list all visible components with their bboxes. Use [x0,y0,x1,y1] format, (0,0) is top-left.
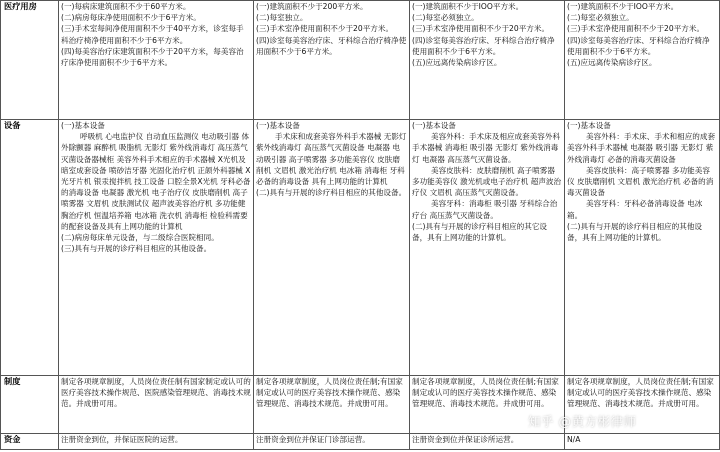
cell-line: 注册资金到位，并保证医院的运营。 [61,435,183,444]
cell-line: 制定各项规章制度，人员岗位责任制;有国家制定或认可的医疗美容技术操作规范、感染管理规范、消毒技术规范。并成册可用。 [412,377,559,409]
cell-line: 手术床和成套美容外科手术器械 无影灯 紫外线消毒灯 高压蒸气灭菌设备 电凝器 电动吸引器 高子喷雾器 多功能美容仪 皮肤磨削机 文眉机 激光治疗机 电冰箱 消毒柜 牙科必备的消毒设备 具有上网功能的计算机 [256,132,407,187]
cell-line: (二)具有与开展的诊疗科目相应的其他设备。 [256,188,407,198]
cell-line: (四)诊室每美容治疗床、牙科综合治疗椅净使用面积不少于6平方米。 [567,35,710,56]
cell-line: (三)具有与开展的诊疗科目相应的其他设备。 [61,244,212,254]
hospital-cell [59,376,254,434]
row-header: 设备 [1,120,59,376]
cell-line: (一)建筑面积不少于IOO平方米。 [412,2,524,11]
clinic-cell [410,1,565,120]
hospital-cell [59,120,254,376]
cell-line: 美容皮肤科：高子喷雾器 多功能美容仪 皮肤磨削机 文眉机 激光治疗机 必备的消毒灭菌设备 [567,165,714,198]
hospital-cell [59,1,254,120]
row-header: 医疗用房 [1,1,59,120]
row-medical-rooms [1,1,720,120]
cell-line: 美容外科：手术床、手术和相应的成套美容外科手术器械 电凝器 吸引器 无影灯 紫外线消毒灯 必备的消毒灭菌设备 [567,132,716,164]
cell-line: 美容牙科：消毒柜 吸引器 牙科综合治疗台 高压蒸气灭菌设备。 [412,199,558,220]
clinic-cell-4 [565,1,720,120]
cell-line: (三)手术室净使用面积不少于20平方米。 [412,24,550,34]
cell-line: 制定各项规章制度，人员岗位责任制有国家制定或认可的医疗美容技术操作规范、医院感染管理规范、消毒技术规范。并成册可用。 [61,377,251,409]
cell-line: 呼吸机 心电监护仪 自动血压监测仪 电动吸引器 体外除颤器 麻醉机 吸脂机 无影灯 紫外线消毒灯 高压蒸气灭菌设备器械柜 美容外科手术相应的手术器械 X光机及暗室成套设备 喷砂洁牙器 光固化治疗机 正颌外科器械 X光牙片机 银汞搅拌机 技工设备 口腔全景X光机 牙科必备的消毒设备 电凝器 激光机 电子治疗仪 皮肤磨削机 高子喷雾器 文眉机 皮肤测试仪 超声波美容治疗机 多功能健胸治疗机 恒温培养箱 电冰箱 洗衣机 消毒柜 检验科需要的配套设备及具有上网功能的计算机 [61,132,251,231]
cell-line: (一)建筑面积不少于IOO平方米。 [567,2,679,11]
cell-line: (二)每室独立。 [256,13,308,23]
cell-line: 制定各项规章制度，人员岗位责任制;有国家制定或认可的医疗美容技术操作规范、感染管理规范、消毒技术规范。并成册可用。 [567,377,714,409]
cell-line: (二)每室必须独立。 [412,13,479,23]
clinic-cell [410,120,565,376]
row-header: 制度 [1,376,59,434]
hospital-cell [59,434,254,450]
clinic-cell [410,434,565,450]
outpatient-cell [254,120,410,376]
cell-line: (五)应远离传染病诊疗区。 [412,58,502,68]
outpatient-cell [254,376,410,434]
row-header: 资金 [1,434,59,450]
clinic-cell-4 [565,120,720,376]
cell-line: (四)诊室每美容治疗床、牙科综合治疗椅净使用面积不少于6平方米。 [412,35,555,56]
cell-line: (一)基本设备 [567,121,611,130]
cell-line: (二)具有与开展的诊疗科目相应的其它设备，具有上网功能的计算机。 [412,221,548,243]
outpatient-cell [254,1,410,120]
cell-line: (一)每病床建筑面积不少于60平方米。 [61,2,191,11]
row-funding [1,434,720,450]
cell-line: (二)具有与开展的诊疗科目相应的其他设备，具有上网功能的计算机。 [567,221,703,243]
outpatient-cell [254,434,410,450]
cell-line: (二)每室必须独立。 [567,13,634,23]
row-equipment [1,120,720,376]
cell-line: (一)建筑面积不少于200平方米。 [256,2,368,11]
cell-line: 注册资金到位并保证门诊部运营。 [256,435,370,444]
cell-line: (二)病房每床净使用面积不少于6平方米。 [61,13,201,23]
cell-line: (三)手术室净使用面积不少于20平方米。 [256,24,394,34]
cell-line: (四)每美容治疗床建筑面积不少于20平方米，每美容治疗床净使用面积不少于6平方米。 [61,46,244,68]
cell-line: (一)基本设备 [256,121,300,130]
cell-line: 注册资金到位并保证诊所运营。 [412,435,519,444]
cell-line: 美容牙科：牙科必备消毒设备 电冰箱。 [567,199,703,220]
cell-line: (一)基本设备 [61,121,105,130]
cell-line: (五)应远离传染病诊疗区。 [567,58,657,68]
cell-line: (四)诊室每美容治疗床、牙科综合治疗椅净使用面积不少于6平方米。 [256,35,407,56]
cell-line: 制定各项规章制度，人员岗位责任制;有国家制定或认可的医疗美容技术操作规范、感染管理规范、消毒技术规范。并成册可用。 [256,377,403,409]
cell-line: N/A [567,435,581,444]
cell-line: 美容皮肤科：皮肤磨削机 高子喷雾器 多功能美容仪 激光机或电子治疗机 超声波治疗仪 文眉机 高压蒸气灭菌设备。 [412,165,562,198]
cell-line: (一)基本设备 [412,121,456,130]
cell-line: 美容外科：手术床及相应成套美容外科手术器械 消毒柜 吸引器 无影灯 紫外线消毒灯 电凝器 高压蒸气灭菌设备。 [412,132,561,164]
cell-line: (二)病房每床单元设备，与二级综合医院相同。 [61,233,219,243]
watermark: 知乎 @黄方彬律师 [528,414,637,429]
cell-line: (三)手术室每间净使用面积不少于40平方米，诊室每手科治疗椅净使用面积不少于6平方米。 [61,24,244,45]
clinic-cell-4 [565,434,720,450]
cell-line: (三)手术室净使用面积不少于20平方米。 [567,24,705,34]
